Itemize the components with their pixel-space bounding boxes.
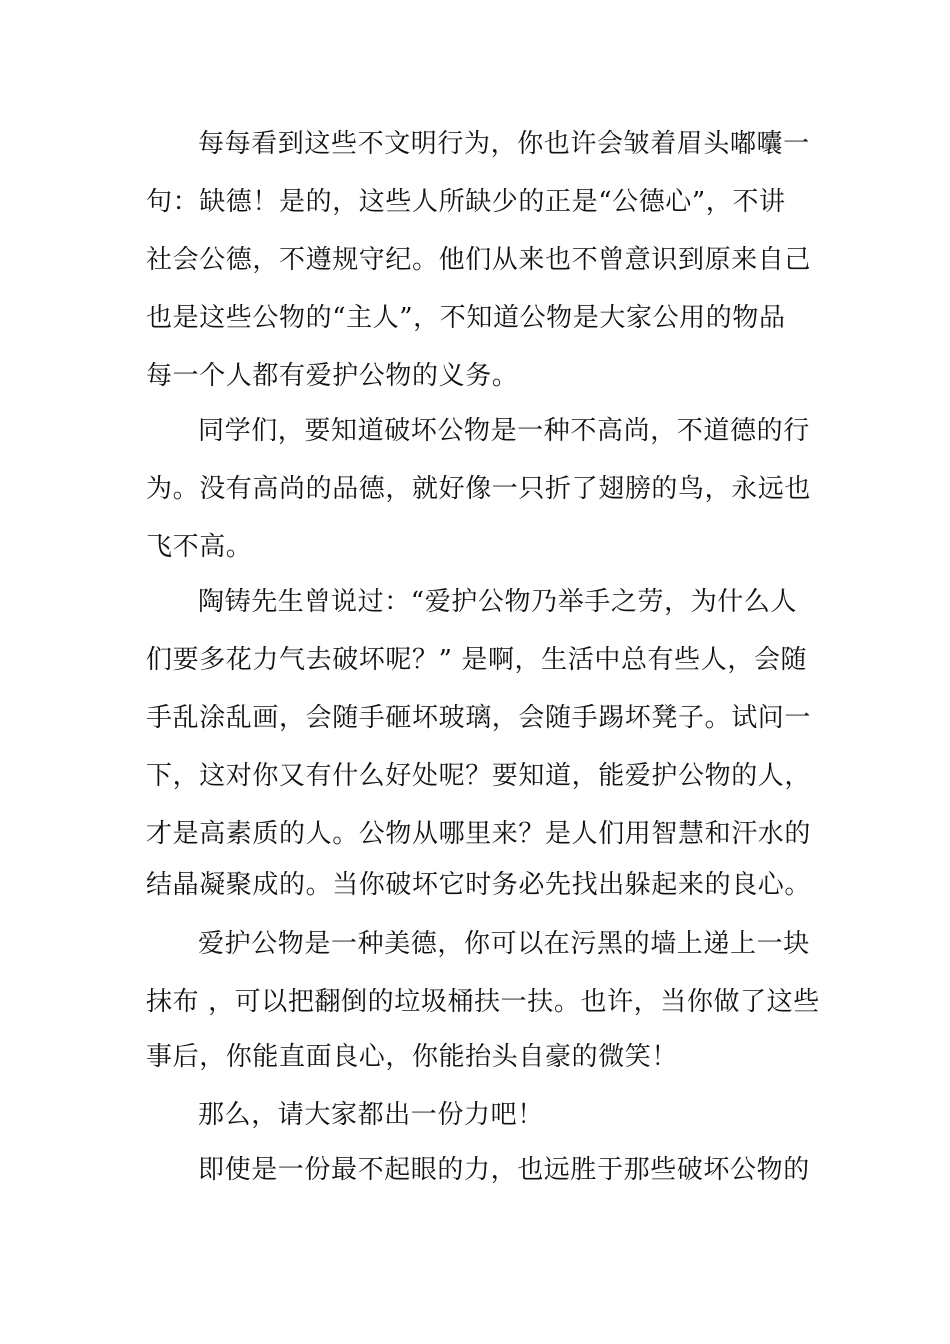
text-line: 社会公德，不遵规守纪。他们从来也不曾意识到原来自己 bbox=[146, 245, 812, 275]
text-line: 才是高素质的人。公物从哪里来？是人们用智慧和汗水的 bbox=[146, 819, 812, 849]
text-line: 也是这些公物的“主人”，不知道公物是大家公用的物品 bbox=[146, 303, 786, 333]
text-line: 事后，你能直面良心，你能抬头自豪的微笑！ bbox=[146, 1042, 679, 1072]
text-line: 每每看到这些不文明行为，你也许会皱着眉头嘟囔一 bbox=[198, 129, 810, 159]
text-line: 飞不高。 bbox=[146, 532, 253, 562]
text-line: 那么，请大家都出一份力吧！ bbox=[198, 1100, 544, 1130]
text-line: 即使是一份最不起眼的力，也远胜于那些破坏公物的 bbox=[198, 1155, 810, 1185]
text-line: 陶铸先生曾说过：“爱护公物乃举手之劳，为什么人 bbox=[198, 587, 798, 617]
text-line: 结晶凝聚成的。当你破坏它时务必先找出躲起来的良心。 bbox=[146, 870, 812, 900]
text-line: 句：缺德！是的，这些人所缺少的正是“公德心”，不讲 bbox=[146, 187, 786, 217]
text-line: 抹布 ，可以把翻倒的垃圾桶扶一扶。也许，当你做了这些 bbox=[146, 987, 820, 1017]
text-line: 手乱涂乱画，会随手砸坏玻璃，会随手踢坏凳子。试问一 bbox=[146, 703, 812, 733]
text-line: 下，这对你又有什么好处呢？要知道，能爱护公物的人， bbox=[146, 761, 812, 791]
text-line: 为。没有高尚的品德，就好像一只折了翅膀的鸟，永远也 bbox=[146, 474, 812, 504]
text-line: 同学们，要知道破坏公物是一种不高尚，不道德的行 bbox=[198, 416, 810, 446]
text-line: 每一个人都有爱护公物的义务。 bbox=[146, 361, 519, 391]
text-line: 们要多花力气去破坏呢？” 是啊，生活中总有些人，会随 bbox=[146, 645, 808, 675]
text-line: 爱护公物是一种美德，你可以在污黑的墙上递上一块 bbox=[198, 929, 810, 959]
